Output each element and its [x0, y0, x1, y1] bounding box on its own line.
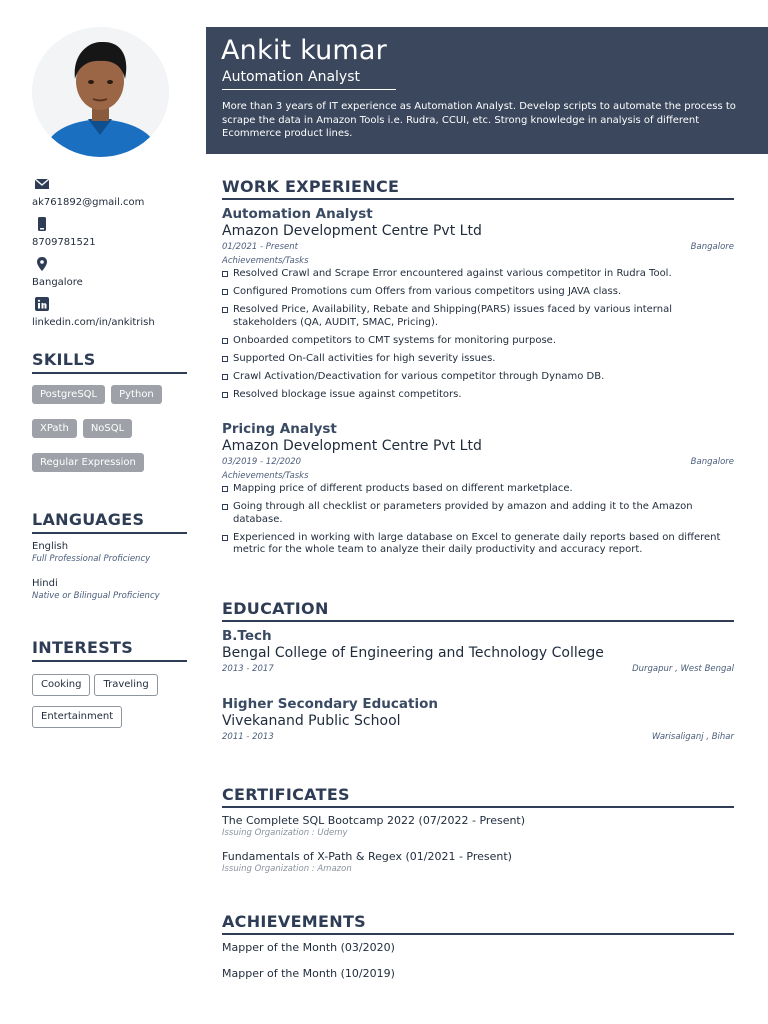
skills-list	[32, 382, 192, 484]
job-dates: 03/2019 - 12/2020	[222, 457, 302, 467]
language-name: English	[32, 541, 69, 552]
certificate-org: Issuing Organization : Amazon	[222, 864, 352, 874]
job-entry	[222, 421, 734, 562]
education-meta	[222, 664, 734, 674]
education-dates: 2013 - 2017	[222, 664, 274, 674]
work-experience-heading: WORK EXPERIENCE	[222, 177, 734, 200]
job-location: Bangalore	[690, 457, 734, 467]
task-item: Supported On-Call activities for high severity issues.	[222, 353, 734, 366]
profile-photo-illustration	[32, 27, 169, 157]
task-list	[222, 268, 734, 401]
task-item: Mapping price of different products based on different marketplace.	[222, 483, 734, 496]
contact-phone	[32, 216, 192, 248]
certificate-name: Fundamentals of X-Path & Regex (01/2021 - Present)	[222, 850, 512, 863]
company-name: Amazon Development Centre Pvt Ltd	[222, 438, 482, 454]
skill-pill: XPath	[32, 419, 77, 438]
achievements-heading: ACHIEVEMENTS	[222, 912, 734, 935]
education-location: Durgapur , West Bengal	[632, 664, 734, 674]
interest-tag: Entertainment	[32, 706, 122, 728]
envelope-icon	[34, 176, 50, 192]
achievement-text: Mapper of the Month (10/2019)	[222, 967, 395, 980]
task-item: Going through all checklist or parameters provided by amazon and adding it to the Amazon database.	[222, 501, 734, 526]
job-dates: 01/2021 - Present	[222, 242, 299, 252]
job-meta	[222, 457, 734, 467]
interest-tag: Cooking	[32, 674, 90, 696]
language-item	[32, 578, 192, 601]
profile-summary: More than 3 years of IT experience as Automation Analyst. Develop scripts to automate the process to scrape the data in Amazon Tools i.e. Rudra, CCUI, etc. Strong knowledge in analysis of different Ecommerce product lines.	[222, 101, 736, 139]
school-name: Vivekanand Public School	[222, 713, 401, 729]
profile-photo	[32, 27, 169, 157]
skill-pill: Python	[111, 385, 162, 404]
education-entry	[222, 696, 734, 742]
tasks-label: Achievements/Tasks	[222, 471, 309, 481]
resume-header	[206, 27, 768, 154]
education-dates: 2011 - 2013	[222, 732, 274, 742]
language-item	[32, 541, 192, 564]
school-name: Bengal College of Engineering and Technology College	[222, 645, 604, 661]
company-name: Amazon Development Centre Pvt Ltd	[222, 223, 482, 239]
language-proficiency: Full Professional Proficiency	[32, 554, 151, 564]
job-title: Automation Analyst	[222, 206, 373, 222]
task-item: Configured Promotions cum Offers from various competitors using JAVA class.	[222, 286, 734, 299]
person-role: Automation Analyst	[222, 69, 396, 90]
education-meta	[222, 732, 734, 742]
certificate-name: The Complete SQL Bootcamp 2022 (07/2022 - Present)	[222, 814, 526, 827]
contact-email	[32, 176, 192, 208]
job-title: Pricing Analyst	[222, 421, 337, 437]
skills-heading: SKILLS	[32, 350, 187, 374]
contact-location	[32, 256, 192, 288]
skill-pill: Regular Expression	[32, 453, 144, 472]
location-text: Bangalore	[32, 277, 83, 288]
language-name: Hindi	[32, 578, 58, 589]
degree-title: Higher Secondary Education	[222, 696, 438, 712]
job-location: Bangalore	[690, 242, 734, 252]
linkedin-icon	[34, 296, 50, 312]
achievement-text: Mapper of the Month (03/2020)	[222, 941, 395, 954]
task-item: Onboarded competitors to CMT systems for monitoring purpose.	[222, 335, 734, 348]
task-item: Resolved Crawl and Scrape Error encountered against various competitor in Rudra Tool.	[222, 268, 734, 281]
task-item: Experienced in working with large database on Excel to generate daily reports based on different metric for the whole team to analyze their daily productivity and accuracy report.	[222, 532, 734, 557]
certificate-entry	[222, 814, 734, 838]
contact-list	[32, 176, 192, 336]
education-heading: EDUCATION	[222, 599, 734, 622]
degree-title: B.Tech	[222, 628, 272, 644]
interests-list	[32, 672, 192, 736]
interests-heading: INTERESTS	[32, 638, 187, 662]
achievement-item	[222, 941, 734, 954]
achievement-item	[222, 967, 734, 980]
job-entry	[222, 206, 734, 407]
phone-text: 8709781521	[32, 237, 96, 248]
skill-pill: NoSQL	[83, 419, 132, 438]
skill-pill: PostgreSQL	[32, 385, 105, 404]
certificate-org: Issuing Organization : Udemy	[222, 828, 348, 838]
interest-tag: Traveling	[94, 674, 157, 696]
contact-linkedin	[32, 296, 192, 328]
person-name: Ankit kumar	[221, 35, 387, 66]
linkedin-text[interactable]: linkedin.com/in/ankitrish	[32, 317, 155, 328]
task-item: Crawl Activation/Deactivation for various competitor through Dynamo DB.	[222, 371, 734, 384]
education-location: Warisaliganj , Bihar	[651, 732, 734, 742]
certificates-heading: CERTIFICATES	[222, 785, 734, 808]
location-pin-icon	[34, 256, 50, 272]
phone-icon	[34, 216, 50, 232]
email-text[interactable]: ak761892@gmail.com	[32, 197, 145, 208]
languages-heading: LANGUAGES	[32, 510, 187, 534]
tasks-label: Achievements/Tasks	[222, 256, 309, 266]
task-item: Resolved Price, Availability, Rebate and Shipping(PARS) issues faced by various internal stakeholders (QA, AUDIT, SMAC, Pricing).	[222, 304, 734, 329]
language-proficiency: Native or Bilingual Proficiency	[32, 591, 160, 601]
job-meta	[222, 242, 734, 252]
certificate-entry	[222, 850, 734, 874]
education-entry	[222, 628, 734, 674]
task-list	[222, 483, 734, 557]
task-item: Resolved blockage issue against competitors.	[222, 389, 734, 402]
